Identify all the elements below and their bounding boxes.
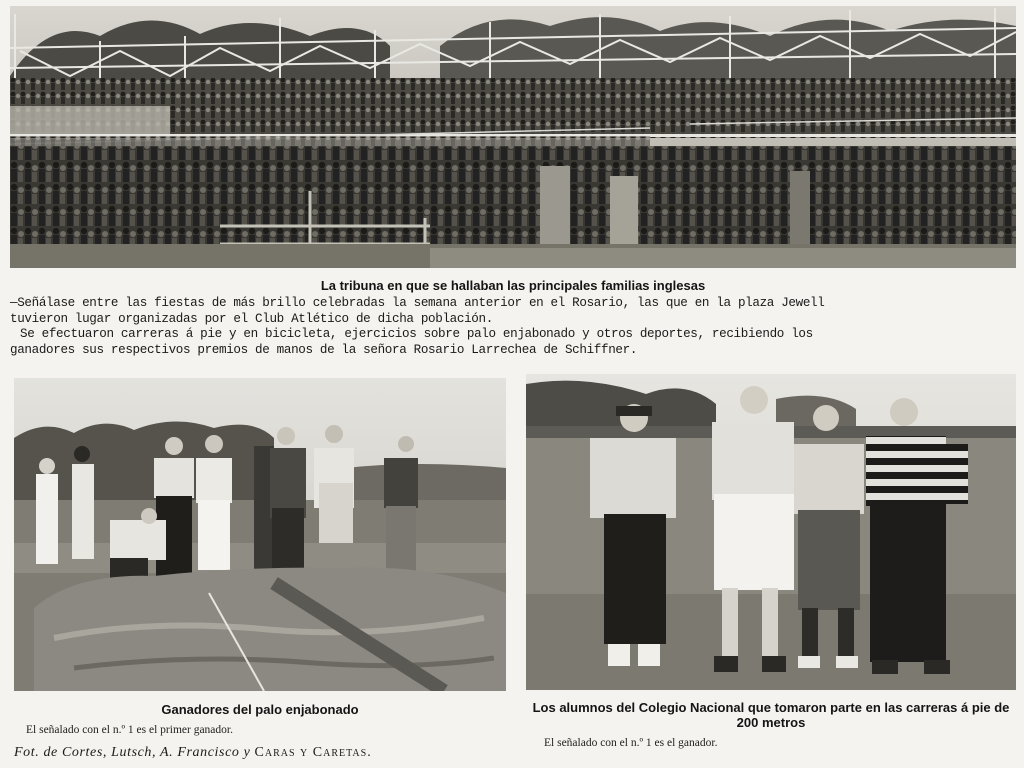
greasy-pole-caption: Ganadores del palo enjabonado <box>161 702 359 717</box>
grandstand-photo <box>10 6 1016 268</box>
article-line: ganadores sus respectivos premios de manos de la señora Rosario Larrechea de Schiffner. <box>10 342 638 357</box>
grandstand-photo-image <box>10 6 1016 268</box>
grandstand-caption: La tribuna en que se hallaban las principales familias inglesas <box>320 278 706 293</box>
runners-photo-image <box>526 374 1016 690</box>
article-line: —Señálase entre las fiestas de más brillo celebradas la semana anterior en el Rosario, las que en la plaza Jewell <box>10 296 825 310</box>
photo-credit-text: Fot. de Cortes, Lutsch, A. Francisco y <box>14 745 251 760</box>
runners-note: El señalado con el n.º 1 es el ganador. <box>544 737 718 749</box>
article-line: tuvieron lugar organizadas por el Club Atlético de dicha población. <box>10 311 493 326</box>
article-line: Se efectuaron carreras á pie y en bicicleta, ejercicios sobre palo enjabonado y otros deportes, recibiendo los <box>20 327 813 341</box>
photo-credit <box>14 745 372 761</box>
publication-name: Caras y Caretas. <box>254 745 372 760</box>
runners-photo <box>526 374 1016 690</box>
runners-caption: Los alumnos del Colegio Nacional que tomaron parte en las carreras á pie de 200 metros <box>532 700 1010 730</box>
article-text <box>10 296 1016 358</box>
greasy-pole-photo <box>14 378 506 691</box>
greasy-pole-note: El señalado con el n.º 1 es el primer ganador. <box>26 724 233 736</box>
greasy-pole-photo-image <box>14 378 506 691</box>
